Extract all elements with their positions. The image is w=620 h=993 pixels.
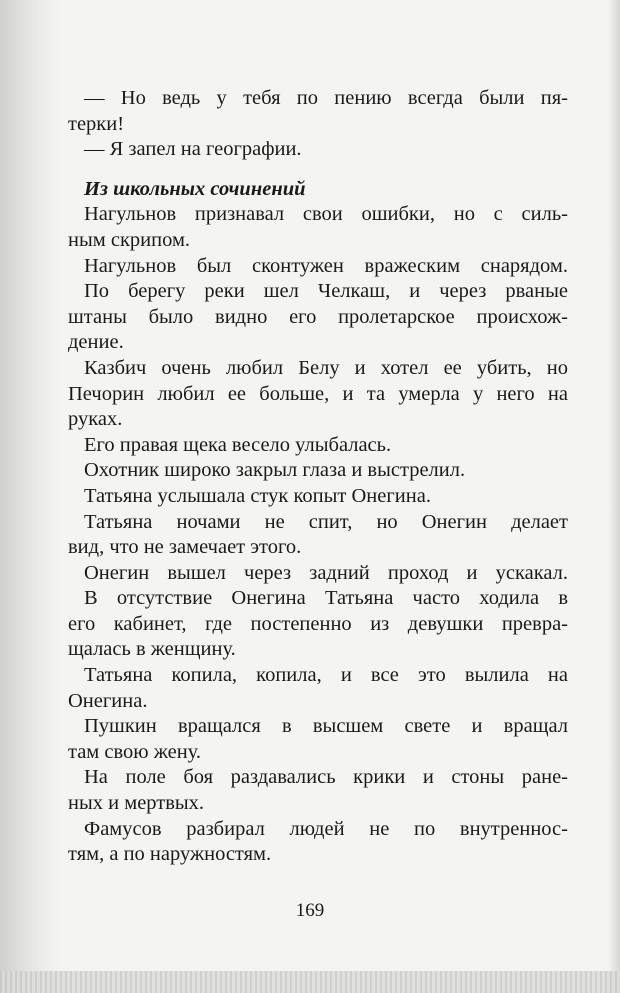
text-line: Онегин вышел через задний проход и ускакал. bbox=[84, 561, 568, 584]
text-line: Татьяна копила, копила, и все это вылила на bbox=[84, 664, 568, 687]
text-line: штаны было видно его пролетарское происхож- bbox=[68, 305, 568, 328]
text-line: Нагульнов был сконтужен вражеским снарядом. bbox=[84, 254, 568, 277]
text-line: руках. bbox=[68, 408, 123, 431]
page-gutter-shadow bbox=[0, 0, 60, 993]
text-line: щалась в женщину. bbox=[68, 638, 236, 661]
text-line: На поле боя раздавались крики и стоны ране- bbox=[84, 766, 568, 789]
text-line: — Но ведь у тебя по пению всегда были пя- bbox=[84, 87, 568, 109]
text-line: Нагульнов признавал свои ошибки, но с силь- bbox=[84, 203, 568, 226]
text-line: По берегу реки шел Челкаш, и через рваные bbox=[84, 280, 568, 303]
text-line: Печорин любил ее больше, и та умерла у него на bbox=[68, 382, 568, 405]
page-body bbox=[68, 86, 568, 868]
text-line: Татьяна ночами не спит, но Онегин делает bbox=[84, 510, 568, 533]
text-line: дение. bbox=[68, 331, 124, 354]
text-line: его кабинет, где постепенно из девушки превра- bbox=[68, 612, 568, 635]
text-line: там свою жену. bbox=[68, 740, 202, 763]
page-edge-shadow bbox=[608, 0, 620, 993]
text-line: Фамусов разбирал людей не по внутреннос- bbox=[84, 817, 568, 840]
text-line: В отсутствие Онегина Татьяна часто ходила в bbox=[84, 587, 568, 610]
text-line: Пушкин вращался в высшем свете и вращал bbox=[84, 715, 568, 738]
text-line: Казбич очень любил Белу и хотел ее убить, но bbox=[84, 356, 568, 379]
text-line: тям, а по наружностям. bbox=[68, 843, 272, 866]
text-line: ных и мертвых. bbox=[68, 792, 205, 815]
text-line: Его правая щека весело улыбалась. bbox=[84, 433, 392, 456]
text-line: Онегина. bbox=[68, 689, 148, 712]
text-line: Татьяна услышала стук копыт Онегина. bbox=[84, 484, 431, 507]
page-bottom-edge bbox=[0, 971, 620, 993]
text-line: вид, что не замечает этого. bbox=[68, 536, 302, 559]
text-line: Охотник широко закрыл глаза и выстрелил. bbox=[84, 459, 466, 482]
page-number: 169 bbox=[295, 900, 325, 921]
text-line: ным скрипом. bbox=[68, 228, 191, 251]
text-line: — Я запел на географии. bbox=[84, 138, 302, 161]
section-heading: Из школьных сочинений bbox=[84, 177, 306, 200]
text-line: терки! bbox=[68, 112, 125, 135]
